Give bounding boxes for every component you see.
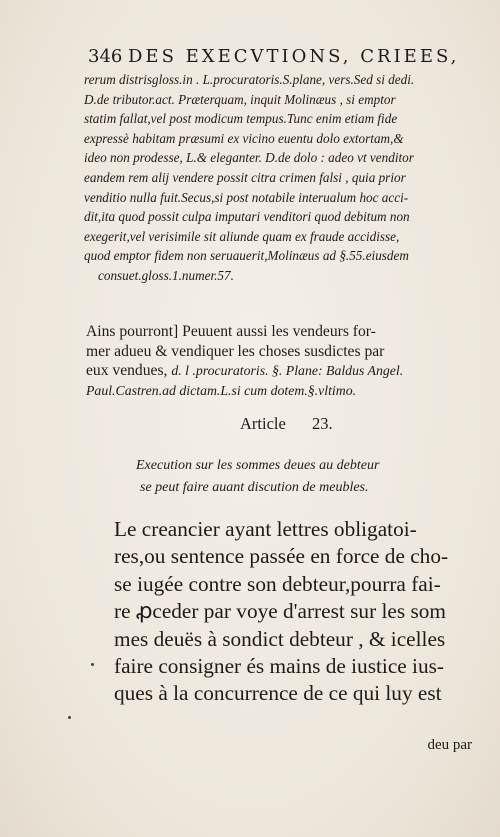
body-line: Le creancier ayant lettres obligatoi- <box>114 517 417 541</box>
gloss-line: dit,ita quod possit culpa imputari venditori quod debitum non <box>84 209 410 225</box>
body-line: faire consigner és mains de iustice ius- <box>114 653 444 678</box>
catchword: deu par <box>427 737 472 753</box>
summary-line: se peut faire auant discution de meubles. <box>140 480 369 495</box>
body-line: res,ou sentence passée en force de cho- <box>114 544 449 569</box>
page-header <box>88 44 483 68</box>
gloss-line: quod emptor fidem non seruauerit,Molinæus ad §.55.eiusdem <box>84 248 409 264</box>
gloss-line: statim fallat,vel post modicum tempus.Tunc enim etiam fide <box>84 111 398 127</box>
body-line: se iugée contre son debteur,pourra fai- <box>114 571 441 596</box>
gloss-line: D.de tributor.act. Præterquam, inquit Molinæus , si emptor <box>84 91 396 107</box>
paragraph-citation: d. l .procuratoris. §. Plane: Baldus Angel. <box>171 363 404 378</box>
gloss-line: venditio nulla fuit.Secus,si post notabile interualum hoc acci- <box>84 189 409 205</box>
body-line: mes deuës à sondict debteur , & icelles <box>114 626 446 651</box>
gloss-line: consuet.gloss.1.numer.57. <box>98 267 234 283</box>
gloss-line: rerum distrisgloss.in . L.procuratoris.S.plane, vers.Sed si dedi. <box>84 72 415 87</box>
paragraph-line: Ains pourront] Peuuent aussi les vendeurs for- <box>86 323 376 340</box>
ink-speck <box>91 663 94 666</box>
paragraph-roman-text: eux vendues, <box>86 362 168 379</box>
commentary-paragraph <box>86 322 490 400</box>
gloss-block <box>84 70 494 286</box>
body-line: ques à la concurrence de ce qui luy est <box>114 681 442 706</box>
gloss-line: eandem rem alij vendere possit citra crimen falsi , quia prior <box>84 169 406 185</box>
paragraph-line <box>86 361 490 381</box>
ink-speck <box>68 716 71 719</box>
body-line: re ꝓceder par voye d'arrest sur les som <box>114 599 446 624</box>
gloss-line: exegerit,vel verisimile sit aliunde quam ex fraude accidisse, <box>84 228 400 244</box>
paragraph-line: mer adueu & vendiquer les choses susdictes par <box>86 342 385 360</box>
running-title: DES EXECVTIONS, CRIEES, <box>128 46 460 67</box>
summary-line: Execution sur les sommes deues au debteur <box>136 458 380 473</box>
paragraph-citation-line: Paul.Castren.ad dictam.L.si cum dotem.§.vltimo. <box>86 382 357 398</box>
article-label: Article <box>240 414 286 433</box>
article-number: 23. <box>311 414 333 433</box>
page-number: 346 <box>88 46 123 67</box>
article-body <box>114 516 490 708</box>
gloss-line: ideo non prodesse, L.& eleganter. D.de dolo : adeo vt venditor <box>84 150 414 166</box>
article-summary <box>136 455 379 499</box>
article-heading <box>240 414 355 434</box>
gloss-line: expressè habitam præsumi ex vicino euentu dolo extortam,& <box>84 130 404 146</box>
